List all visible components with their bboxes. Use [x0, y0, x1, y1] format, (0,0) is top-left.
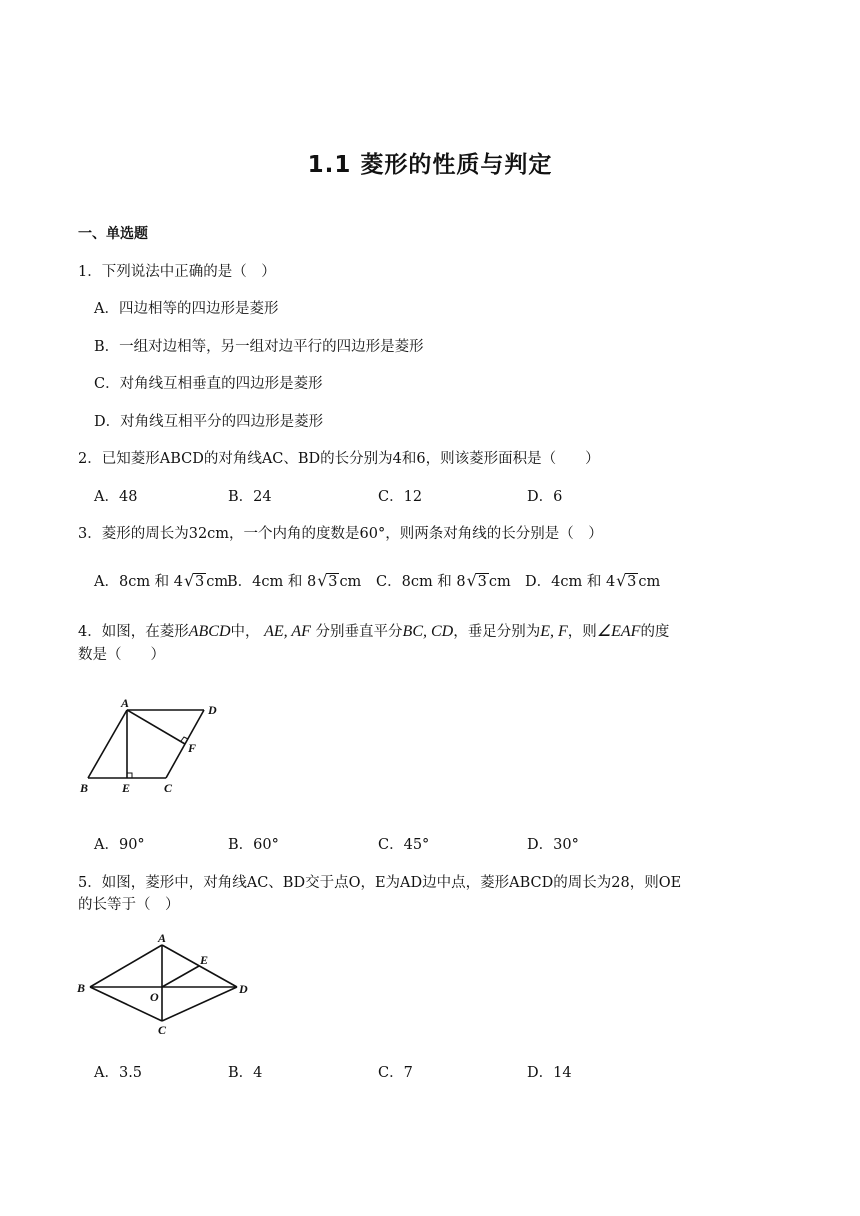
segment-af: [127, 710, 185, 744]
q4-math: BC, CD: [402, 623, 454, 640]
question-5-option-b: B．4: [228, 1065, 263, 1081]
question-1-stem: 1．下列说法中正确的是（ ）: [78, 264, 276, 280]
label-a: A: [121, 696, 130, 710]
q4-math: E, F: [540, 623, 568, 640]
question-4-option-b: B．60°: [228, 837, 279, 853]
label-d: D: [208, 703, 217, 717]
option-d-prefix: D．4cm 和 4: [525, 574, 616, 590]
question-5-option-d: D．14: [527, 1065, 572, 1081]
edge-dc: [162, 987, 237, 1021]
q4-text: ，则: [567, 624, 597, 640]
edge-ba: [90, 945, 162, 987]
label-b: B: [80, 781, 89, 795]
label-e: E: [200, 953, 209, 967]
q4-text: ，垂足分别为: [453, 624, 541, 640]
question-3-stem: 3．菱形的周长为32cm，一个内角的度数是60°，则两条对角线的长分别是（ ）: [78, 526, 603, 542]
radicand: 3: [328, 574, 338, 590]
question-3-option-a: [94, 570, 228, 591]
question-4-stem-line1: [78, 620, 669, 641]
question-4-stem-line2: 数是（ ）: [78, 647, 165, 663]
radicand: 3: [477, 574, 487, 590]
page-title: 1.1 菱形的性质与判定: [307, 152, 553, 178]
option-b-unit: cm: [339, 574, 362, 590]
question-2-option-d: D．6: [527, 489, 563, 505]
label-a: A: [158, 931, 167, 945]
option-c-prefix: C．8cm 和 8: [376, 574, 466, 590]
label-c: C: [158, 1023, 167, 1035]
label-b: B: [77, 981, 86, 995]
question-2-stem: 2．已知菱形ABCD的对角线AC、BD的长分别为4和6，则该菱形面积是（ ）: [78, 451, 600, 467]
question-2-option-a: A．48: [94, 489, 138, 505]
sqrt-symbol: √ 3: [616, 571, 637, 590]
label-d: D: [239, 982, 248, 996]
option-a-prefix: A．8cm 和 4: [94, 574, 184, 590]
rhombus-figure-q4: [74, 694, 234, 800]
question-3-option-b: [227, 570, 361, 591]
question-4-option-c: C．45°: [378, 837, 430, 853]
question-2-option-c: C．12: [378, 489, 423, 505]
label-o: O: [150, 990, 159, 1004]
question-4-option-d: D．30°: [527, 837, 579, 853]
edge-ab: [88, 710, 127, 778]
option-c-unit: cm: [488, 574, 511, 590]
question-1-option-c: C．对角线互相垂直的四边形是菱形: [94, 376, 323, 392]
sqrt-symbol: √ 3: [466, 571, 487, 590]
option-b-prefix: B．4cm 和 8: [227, 574, 317, 590]
label-c: C: [164, 781, 173, 795]
segment-oe: [162, 966, 199, 987]
label-f: F: [188, 741, 197, 755]
q4-text: 中，: [230, 624, 260, 640]
question-1-option-d: D．对角线互相平分的四边形是菱形: [94, 414, 324, 430]
q4-math: ∠EAF: [596, 623, 641, 640]
section-heading: 一、单选题: [78, 226, 148, 242]
question-5-option-c: C．7: [378, 1065, 413, 1081]
question-1-option-a: A．四边相等的四边形是菱形: [94, 301, 279, 317]
question-5-stem-line2: 的长等于（ ）: [78, 897, 180, 913]
q4-math: AE, AF: [264, 623, 311, 640]
option-d-unit: cm: [638, 574, 661, 590]
question-3-option-c: [376, 570, 511, 591]
question-1-option-b: B．一组对边相等，另一组对边平行的四边形是菱形: [94, 339, 424, 355]
q4-math: ABCD: [188, 623, 231, 640]
question-5-stem-line1: 5．如图，菱形中，对角线AC、BD交于点O，E为AD边中点，菱形ABCD的周长为28，则OE: [78, 875, 682, 891]
sqrt-symbol: √ 3: [184, 571, 205, 590]
question-3-option-d: [525, 570, 660, 591]
label-e: E: [122, 781, 131, 795]
radicand: 3: [195, 574, 205, 590]
question-4-option-a: A．90°: [94, 837, 145, 853]
q4-text: 的度: [640, 624, 670, 640]
rhombus-figure-q5: [72, 930, 257, 1035]
question-5-option-a: A．3.5: [94, 1065, 143, 1081]
q4-text: 4．如图，在菱形: [78, 624, 189, 640]
sqrt-symbol: √ 3: [317, 571, 338, 590]
radicand: 3: [627, 574, 637, 590]
question-2-option-b: B．24: [228, 489, 272, 505]
option-a-unit: cm: [206, 574, 229, 590]
q4-text: 分别垂直平分: [315, 624, 403, 640]
